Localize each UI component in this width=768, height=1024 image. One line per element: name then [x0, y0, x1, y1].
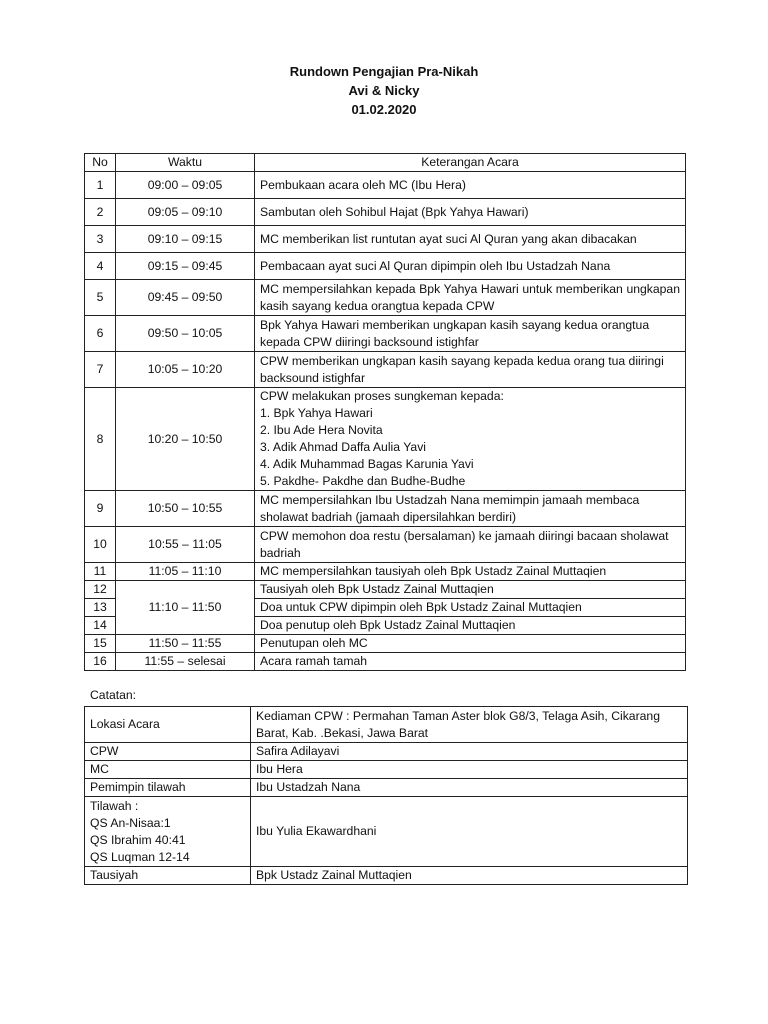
- table-row: [85, 653, 686, 671]
- row-time: 11:10 – 11:50: [116, 581, 255, 635]
- table-header-row: [85, 154, 686, 172]
- sungkeman-item: 4. Adik Muhammad Bagas Karunia Yavi: [260, 457, 474, 471]
- row-time: 11:55 – selesai: [116, 653, 255, 671]
- header-desc: Keterangan Acara: [255, 154, 686, 172]
- row-no: 16: [85, 653, 116, 671]
- row-no: 12: [85, 581, 116, 599]
- row-desc: MC mempersilahkan Ibu Ustadzah Nana memimpin jamaah membaca sholawat badriah (jamaah dipersilahkan berdiri): [255, 491, 686, 527]
- row-time: 11:05 – 11:10: [116, 563, 255, 581]
- row-no: 13: [85, 599, 116, 617]
- sungkeman-item: 1. Bpk Yahya Hawari: [260, 406, 373, 420]
- row-no: 7: [85, 352, 116, 388]
- table-row: [85, 172, 686, 199]
- row-time: 09:05 – 09:10: [116, 199, 255, 226]
- header-time: Waktu: [116, 154, 255, 172]
- pemimpin-value: Ibu Ustadzah Nana: [251, 779, 688, 797]
- row-time: 10:05 – 10:20: [116, 352, 255, 388]
- tilawah-value: Ibu Yulia Ekawardhani: [251, 797, 688, 867]
- tilawah-item: QS Luqman 12-14: [90, 849, 190, 864]
- row-time: 09:10 – 09:15: [116, 226, 255, 253]
- row-time: 11:50 – 11:55: [116, 635, 255, 653]
- tilawah-label-cell: [85, 797, 251, 867]
- tilawah-item: QS Ibrahim 40:41: [90, 832, 186, 847]
- table-row: [85, 527, 686, 563]
- schedule-table: [84, 153, 686, 671]
- row-time: 09:00 – 09:05: [116, 172, 255, 199]
- row-desc: Sambutan oleh Sohibul Hajat (Bpk Yahya Hawari): [255, 199, 686, 226]
- couple-names: Avi & Nicky: [348, 83, 420, 98]
- row-desc: Pembacaan ayat suci Al Quran dipimpin oleh Ibu Ustadzah Nana: [255, 253, 686, 280]
- row-time: 09:15 – 09:45: [116, 253, 255, 280]
- row-no: 6: [85, 316, 116, 352]
- pemimpin-label: Pemimpin tilawah: [85, 779, 251, 797]
- table-row: [85, 352, 686, 388]
- row-time: 10:50 – 10:55: [116, 491, 255, 527]
- table-row: [85, 388, 686, 491]
- notes-row-pemimpin: [85, 779, 688, 797]
- row-desc: Doa untuk CPW dipimpin oleh Bpk Ustadz Zainal Muttaqien: [255, 599, 686, 617]
- row-no: 8: [85, 388, 116, 491]
- mc-label: MC: [85, 761, 251, 779]
- table-row: [85, 280, 686, 316]
- row-desc: [255, 388, 686, 491]
- cpw-label: CPW: [85, 743, 251, 761]
- table-row: [85, 581, 686, 599]
- table-row: [85, 199, 686, 226]
- row-no: 5: [85, 280, 116, 316]
- lokasi-value: Kediaman CPW : Permahan Taman Aster blok G8/3, Telaga Asih, Cikarang Barat, Kab. .Bekasi, Jawa Barat: [251, 707, 688, 743]
- sungkeman-item: 5. Pakdhe- Pakdhe dan Budhe-Budhe: [260, 474, 466, 488]
- sungkeman-item: 2. Ibu Ade Hera Novita: [260, 423, 383, 437]
- notes-row-tausiyah: [85, 867, 688, 885]
- row-desc: Bpk Yahya Hawari memberikan ungkapan kasih sayang kedua orangtua kepada CPW diiringi backsound istighfar: [255, 316, 686, 352]
- row-no: 9: [85, 491, 116, 527]
- notes-row-cpw: [85, 743, 688, 761]
- document-header: [0, 62, 768, 119]
- table-row: [85, 491, 686, 527]
- notes-heading: Catatan:: [90, 688, 137, 702]
- tilawah-item: QS An-Nisaa:1: [90, 815, 171, 830]
- document-title: Rundown Pengajian Pra-Nikah: [289, 64, 479, 79]
- row-no: 2: [85, 199, 116, 226]
- header-no: No: [85, 154, 116, 172]
- row-desc: Doa penutup oleh Bpk Ustadz Zainal Muttaqien: [255, 617, 686, 635]
- tausiyah-value: Bpk Ustadz Zainal Muttaqien: [251, 867, 688, 885]
- notes-row-lokasi: [85, 707, 688, 743]
- row-no: 11: [85, 563, 116, 581]
- tausiyah-label: Tausiyah: [85, 867, 251, 885]
- mc-value: Ibu Hera: [251, 761, 688, 779]
- row-time: 09:50 – 10:05: [116, 316, 255, 352]
- event-date: 01.02.2020: [351, 102, 417, 117]
- row-desc: CPW memberikan ungkapan kasih sayang kepada kedua orang tua diiringi backsound istighfar: [255, 352, 686, 388]
- notes-row-mc: [85, 761, 688, 779]
- tilawah-label: Tilawah :: [90, 798, 139, 813]
- row-no: 10: [85, 527, 116, 563]
- table-row: [85, 316, 686, 352]
- row-time: 09:45 – 09:50: [116, 280, 255, 316]
- row-desc: Tausiyah oleh Bpk Ustadz Zainal Muttaqien: [255, 581, 686, 599]
- table-row: [85, 253, 686, 280]
- row-no: 15: [85, 635, 116, 653]
- cpw-value: Safira Adilayavi: [251, 743, 688, 761]
- lokasi-label: Lokasi Acara: [85, 707, 251, 743]
- row-time: 10:20 – 10:50: [116, 388, 255, 491]
- row-no: 4: [85, 253, 116, 280]
- row-desc: Pembukaan acara oleh MC (Ibu Hera): [255, 172, 686, 199]
- sungkeman-intro: CPW melakukan proses sungkeman kepada:: [260, 389, 504, 403]
- notes-row-tilawah: [85, 797, 688, 867]
- row-desc: MC mempersilahkan kepada Bpk Yahya Hawari untuk memberikan ungkapan kasih sayang kedua orangtua kepada CPW: [255, 280, 686, 316]
- row-no: 1: [85, 172, 116, 199]
- table-row: [85, 563, 686, 581]
- sungkeman-item: 3. Adik Ahmad Daffa Aulia Yavi: [260, 440, 426, 454]
- row-time: 10:55 – 11:05: [116, 527, 255, 563]
- row-desc: MC mempersilahkan tausiyah oleh Bpk Ustadz Zainal Muttaqien: [255, 563, 686, 581]
- table-row: [85, 226, 686, 253]
- row-no: 3: [85, 226, 116, 253]
- notes-table: [84, 706, 688, 885]
- row-no: 14: [85, 617, 116, 635]
- row-desc: Acara ramah tamah: [255, 653, 686, 671]
- row-desc: CPW memohon doa restu (bersalaman) ke jamaah diiringi bacaan sholawat badriah: [255, 527, 686, 563]
- table-row: [85, 635, 686, 653]
- row-desc: MC memberikan list runtutan ayat suci Al Quran yang akan dibacakan: [255, 226, 686, 253]
- row-desc: Penutupan oleh MC: [255, 635, 686, 653]
